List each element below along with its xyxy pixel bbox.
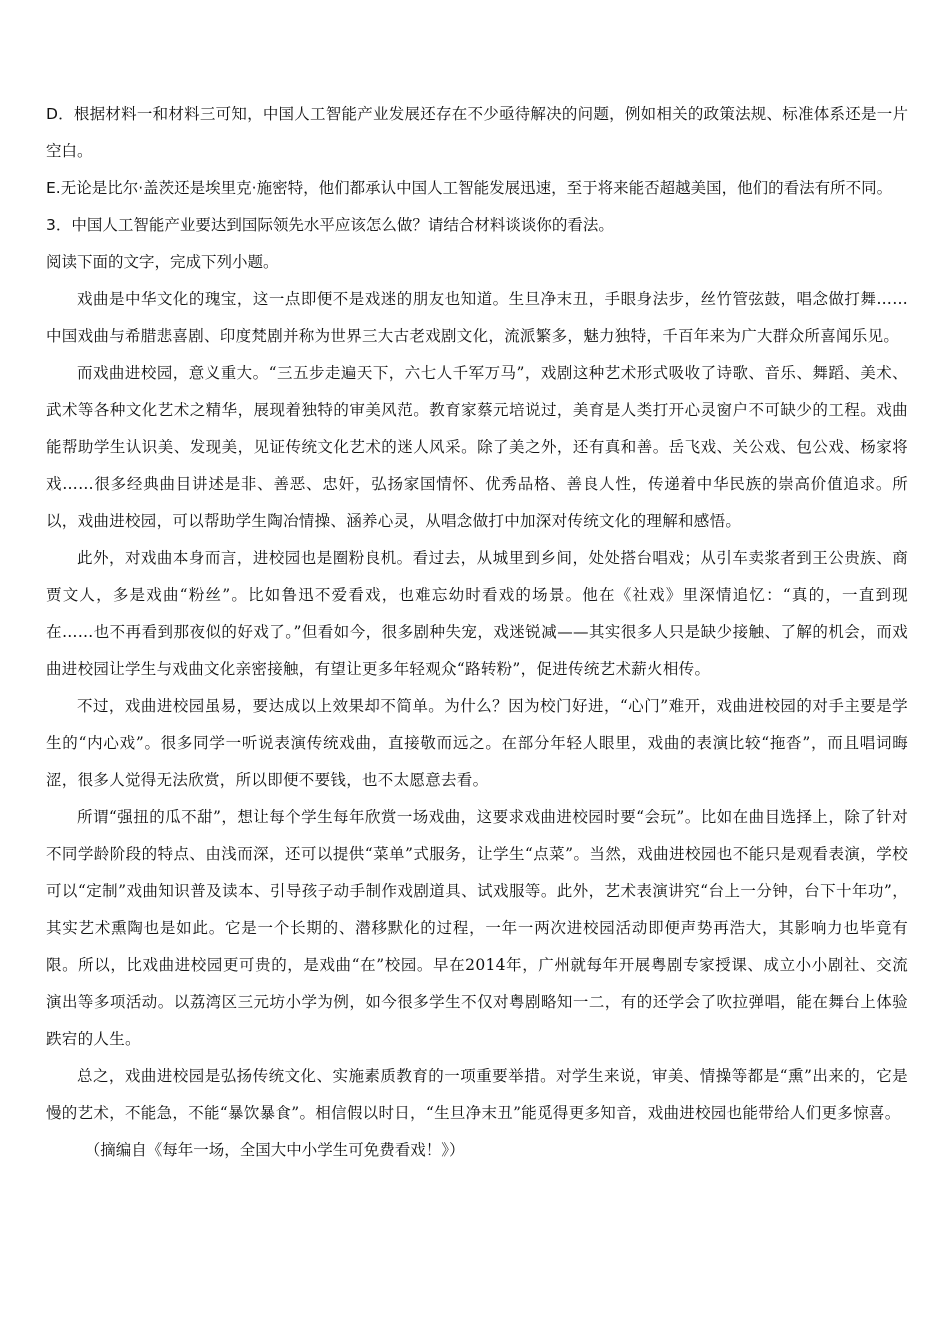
passage-paragraph-1: 戏曲是中华文化的瑰宝，这一点即便不是戏迷的朋友也知道。生旦净末丑，手眼身法步，丝竹管弦鼓，唱念做打舞……中国戏曲与希腊悲喜剧、印度梵剧并称为世界三大古老戏剧文化，流派繁多，魅力独特，千百年来为广大群众所喜闻乐见。 bbox=[46, 290, 908, 345]
document-page bbox=[46, 96, 908, 1169]
reading-passage bbox=[46, 281, 908, 1132]
passage-paragraph-6: 总之，戏曲进校园是弘扬传统文化、实施素质教育的一项重要举措。对学生来说，审美、情操等都是“熏”出来的，它是慢的艺术，不能急，不能“暴饮暴食”。相信假以时日，“生旦净末丑”能觅得更多知音，戏曲进校园也能带给人们更多惊喜。 bbox=[46, 1067, 908, 1122]
reading-instruction: 阅读下面的文字，完成下列小题。 bbox=[46, 253, 279, 271]
option-d: D．根据材料一和材料三可知，中国人工智能产业发展还存在不少亟待解决的问题，例如相关的政策法规、标准体系还是一片空白。 bbox=[46, 105, 908, 160]
passage-paragraph-4: 不过，戏曲进校园虽易，要达成以上效果却不简单。为什么？因为校门好进，“心门”难开，戏曲进校园的对手主要是学生的“内心戏”。很多同学一听说表演传统戏曲，直接敬而远之。在部分年轻人眼里，戏曲的表演比较“拖沓”，而且唱词晦涩，很多人觉得无法欣赏，所以即便不要钱，也不太愿意去看。 bbox=[46, 697, 908, 789]
passage-paragraph-5: 所谓“强扭的瓜不甜”，想让每个学生每年欣赏一场戏曲，这要求戏曲进校园时要“会玩”。比如在曲目选择上，除了针对不同学龄阶段的特点、由浅而深，还可以提供“菜单”式服务，让学生“点菜”。当然，戏曲进校园也不能只是观看表演，学校可以“定制”戏曲知识普及读本、引导孩子动手制作戏剧道具、试戏服等。此外，艺术表演讲究“台上一分钟，台下十年功”，其实艺术熏陶也是如此。它是一个长期的、潜移默化的过程，一年一两次进校园活动即便声势再浩大，其影响力也毕竟有限。所以，比戏曲进校园更可贵的，是戏曲“在”校园。早在2014年，广州就每年开展粤剧专家授课、成立小小剧社、交流演出等多项活动。以荔湾区三元坊小学为例，如今很多学生不仅对粤剧略知一二，有的还学会了吹拉弹唱，能在舞台上体验跌宕的人生。 bbox=[46, 808, 908, 1048]
question-3: 3．中国人工智能产业要达到国际领先水平应该怎么做？请结合材料谈谈你的看法。 bbox=[46, 216, 614, 234]
passage-paragraph-2: 而戏曲进校园，意义重大。“三五步走遍天下，六七人千军万马”，戏剧这种艺术形式吸收了诗歌、音乐、舞蹈、美术、武术等各种文化艺术之精华，展现着独特的审美风范。教育家蔡元培说过，美育是人类打开心灵窗户不可缺少的工程。戏曲能帮助学生认识美、发现美，见证传统文化艺术的迷人风采。除了美之外，还有真和善。岳飞戏、关公戏、包公戏、杨家将戏……很多经典曲目讲述是非、善恶、忠奸，弘扬家国情怀、优秀品格、善良人性，传递着中华民族的崇高价值追求。所以，戏曲进校园，可以帮助学生陶冶情操、涵养心灵，从唱念做打中加深对传统文化的理解和感悟。 bbox=[46, 364, 908, 530]
option-e: E.无论是比尔·盖茨还是埃里克·施密特，他们都承认中国人工智能发展迅速，至于将来能否超越美国，他们的看法有所不同。 bbox=[46, 179, 893, 197]
passage-paragraph-3: 此外，对戏曲本身而言，进校园也是圈粉良机。看过去，从城里到乡间，处处搭台唱戏；从引车卖浆者到王公贵族、商贾文人，多是戏曲“粉丝”。比如鲁迅不爱看戏，也难忘幼时看戏的场景。他在《社戏》里深情追忆：“真的，一直到现在……也不再看到那夜似的好戏了。”但看如今，很多剧种失宠，戏迷锐减——其实很多人只是缺少接触、了解的机会，而戏曲进校园让学生与戏曲文化亲密接触，有望让更多年轻观众“路转粉”，促进传统艺术薪火相传。 bbox=[46, 549, 908, 678]
passage-source: （摘编自《每年一场，全国大中小学生可免费看戏！》） bbox=[84, 1141, 465, 1159]
